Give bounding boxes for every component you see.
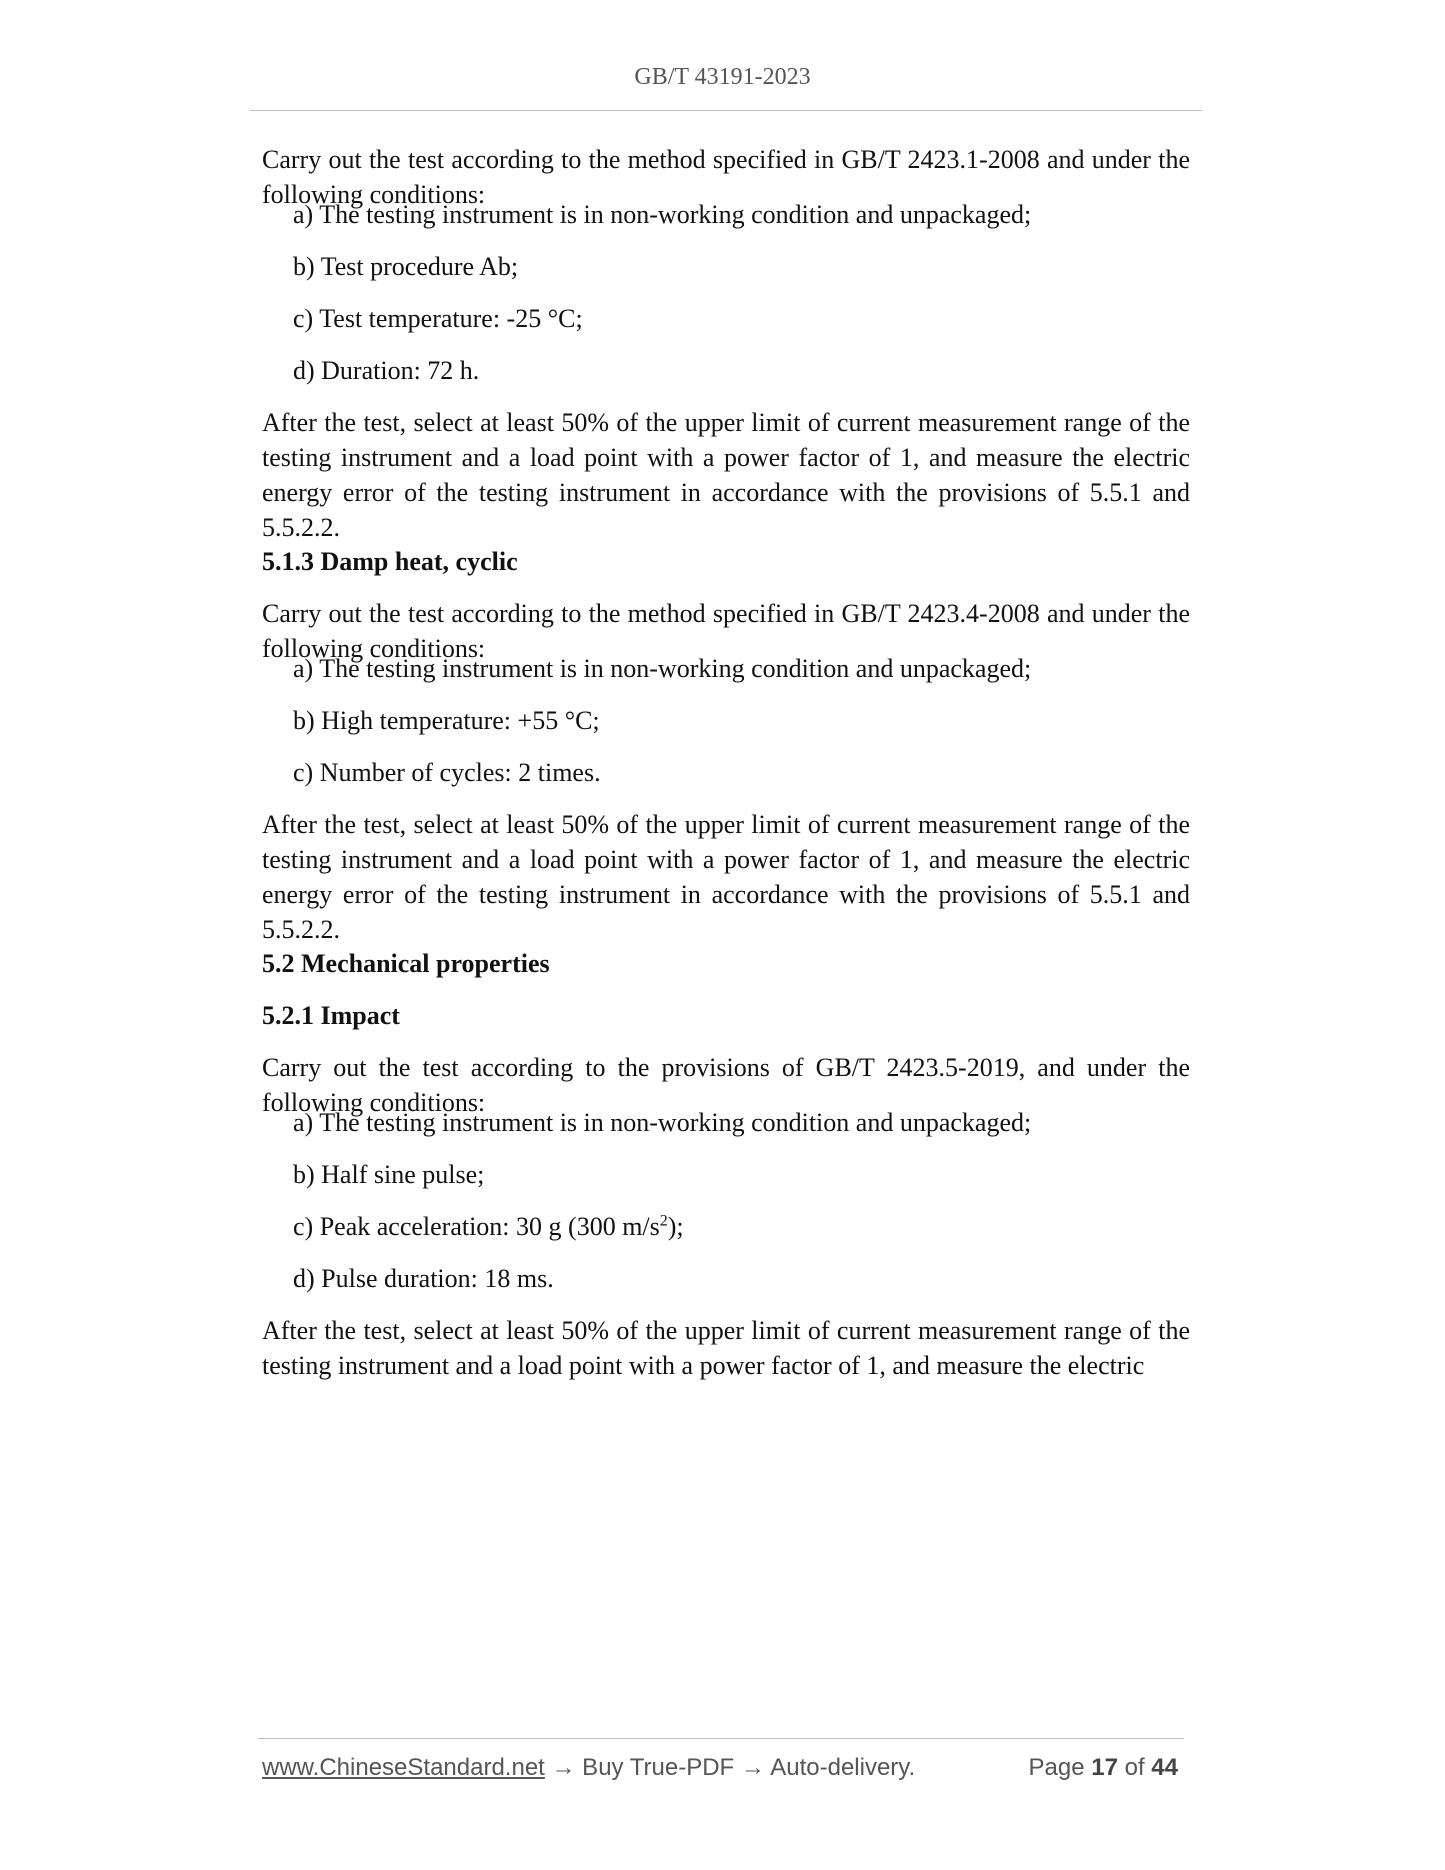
- paragraph-after-test: After the test, select at least 50% of the upper limit of current measurement range of the testing instrument and a load point with a power factor of 1, and measure the electric: [262, 1316, 1190, 1380]
- list-item: b) Half sine pulse;: [293, 1160, 485, 1189]
- total-pages: 44: [1151, 1754, 1178, 1781]
- list-item: b) High temperature: +55 °C;: [293, 706, 600, 735]
- paragraph-after-test: After the test, select at least 50% of the upper limit of current measurement range of the testing instrument and a load point with a power factor of 1, and measure the electric energy error of the testing instrument in accordance with the provisions of 5.5.1 and 5.5.2.2.: [262, 408, 1190, 542]
- page-indicator: [1029, 1754, 1179, 1782]
- list-item-text-tail: );: [667, 1212, 684, 1241]
- list-item: b) Test procedure Ab;: [293, 252, 519, 281]
- section-heading-5-1-3: 5.1.3 Damp heat, cyclic: [262, 547, 518, 576]
- list-item: c) Number of cycles: 2 times.: [293, 758, 601, 787]
- page-label: Page: [1028, 1754, 1085, 1781]
- list-item: a) The testing instrument is in non-working condition and unpackaged;: [293, 200, 1032, 229]
- page-footer: [262, 1754, 1184, 1786]
- list-item-text: c) Peak acceleration: 30 g (300 m/s: [293, 1212, 660, 1241]
- header-divider: [250, 110, 1202, 111]
- current-page: 17: [1091, 1754, 1118, 1781]
- superscript: 2: [659, 1212, 668, 1230]
- list-item: c) Test temperature: -25 °C;: [293, 304, 583, 333]
- footer-promo-text: → Buy True-PDF → Auto-delivery.: [544, 1754, 916, 1781]
- paragraph-test-method-impact: Carry out the test according to the provisions of GB/T 2423.5-2019, and under the following conditions:: [262, 1053, 1190, 1117]
- list-item: a) The testing instrument is in non-working condition and unpackaged;: [293, 654, 1032, 683]
- list-item: d) Duration: 72 h.: [293, 356, 480, 385]
- section-heading-5-2-1: 5.2.1 Impact: [262, 1001, 400, 1030]
- section-heading-5-2: 5.2 Mechanical properties: [262, 949, 550, 978]
- page-of-label: of: [1124, 1754, 1145, 1781]
- document-header: GB/T 43191-2023: [634, 64, 811, 90]
- paragraph-test-method-cold: Carry out the test according to the method specified in GB/T 2423.1-2008 and under the following conditions:: [262, 145, 1190, 209]
- paragraph-after-test: After the test, select at least 50% of the upper limit of current measurement range of the testing instrument and a load point with a power factor of 1, and measure the electric energy error of the testing instrument in accordance with the provisions of 5.5.1 and 5.5.2.2.: [262, 810, 1190, 944]
- list-item-peak-acceleration: [293, 1209, 1183, 1244]
- paragraph-test-method-damp: Carry out the test according to the method specified in GB/T 2423.4-2008 and under the following conditions:: [262, 599, 1190, 663]
- footer-divider: [258, 1738, 1184, 1739]
- footer-promo: [262, 1754, 915, 1782]
- website-link[interactable]: www.ChineseStandard.net: [262, 1754, 545, 1781]
- list-item: a) The testing instrument is in non-working condition and unpackaged;: [293, 1108, 1032, 1137]
- list-item: d) Pulse duration: 18 ms.: [293, 1264, 554, 1293]
